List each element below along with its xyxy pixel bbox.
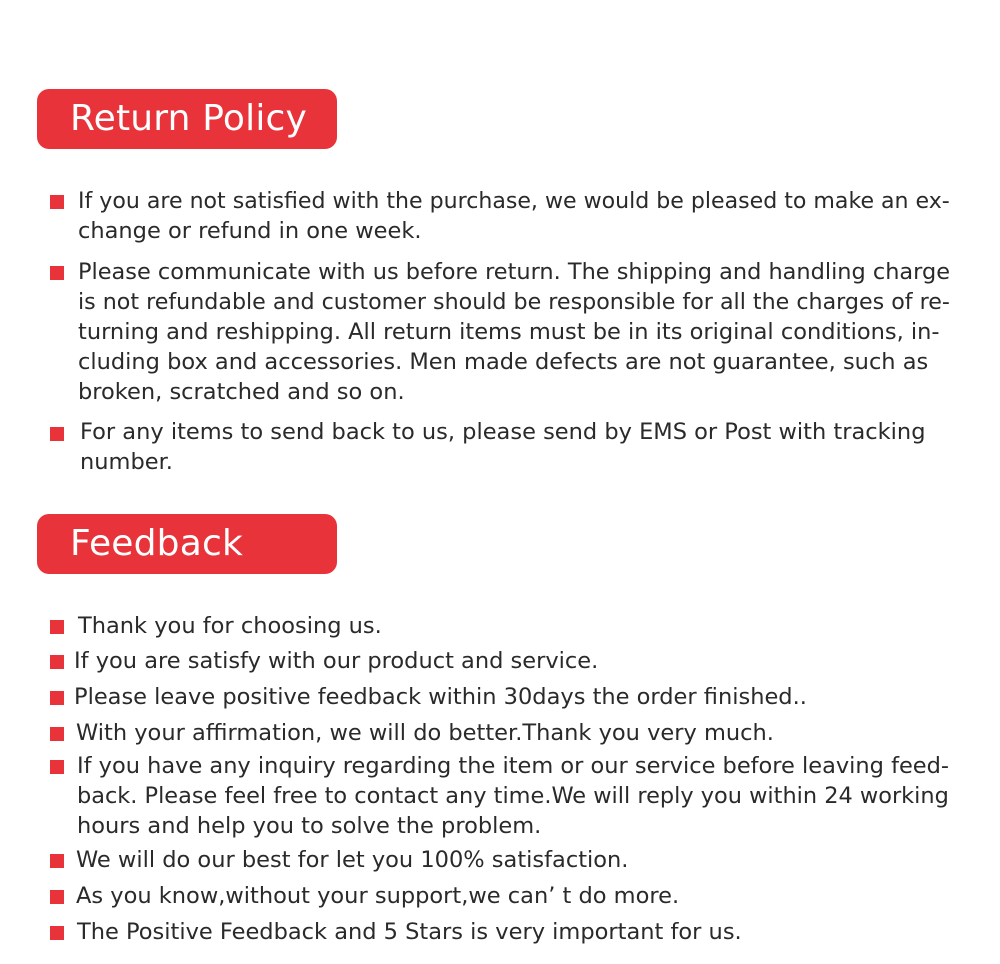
return-policy-title: Return Policy: [70, 98, 308, 139]
feedback-item-text: We will do our best for let you 100% satisfaction.: [76, 847, 629, 873]
square-bullet-icon: [50, 266, 64, 280]
square-bullet-icon: [50, 890, 64, 904]
square-bullet-icon: [50, 760, 64, 774]
feedback-item-text: With your affirmation, we will do better.Thank you very much.: [76, 720, 774, 746]
feedback-item-text: Please leave positive feedback within 30days the order finished..: [74, 684, 807, 710]
return-policy-item-text: Please communicate with us before return. The shipping and handling charge is not refundable and customer should be responsible for all the charges of re- turning and reshipping. All return items must be in its original conditions, in- cluding box and accessories. Men made defects are not guarantee, such as broken, scratched and so on.: [78, 259, 951, 405]
square-bullet-icon: [50, 691, 64, 705]
square-bullet-icon: [50, 620, 64, 634]
feedback-header: [37, 514, 337, 574]
square-bullet-icon: [50, 926, 64, 940]
return-policy-item-text: For any items to send back to us, please send by EMS or Post with tracking number.: [80, 419, 926, 475]
square-bullet-icon: [50, 195, 64, 209]
square-bullet-icon: [50, 427, 64, 441]
return-policy-item-text: If you are not satisfied with the purchase, we would be pleased to make an ex- change or refund in one week.: [78, 188, 950, 244]
feedback-item-text: The Positive Feedback and 5 Stars is very important for us.: [77, 919, 742, 945]
return-policy-header: [37, 89, 337, 149]
square-bullet-icon: [50, 727, 64, 741]
square-bullet-icon: [50, 655, 64, 669]
feedback-title: Feedback: [70, 523, 244, 564]
feedback-item-text: As you know,without your support,we can’ t do more.: [76, 883, 680, 909]
feedback-item-text: Thank you for choosing us.: [78, 613, 382, 639]
feedback-item-text: If you are satisfy with our product and service.: [74, 648, 599, 674]
square-bullet-icon: [50, 854, 64, 868]
feedback-item-text: If you have any inquiry regarding the item or our service before leaving feed- back. Please feel free to contact any time.We will reply you within 24 working hours and help you to solve the problem.: [77, 753, 950, 839]
